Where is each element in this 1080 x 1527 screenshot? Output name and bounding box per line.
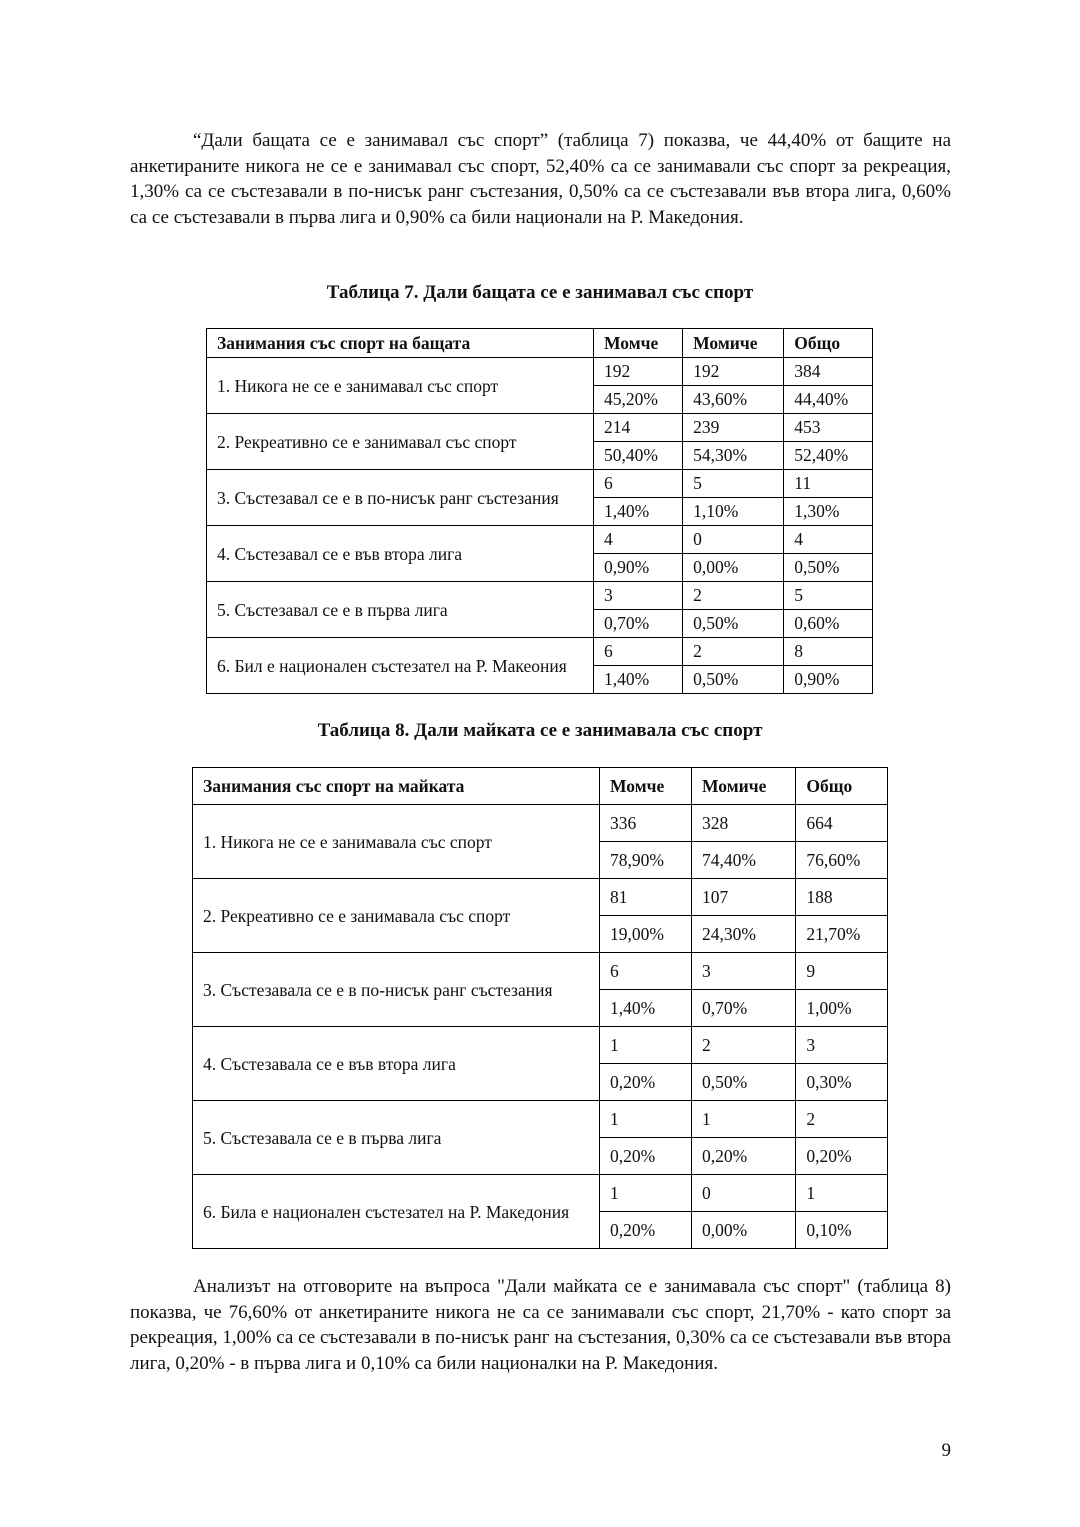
header-total: Общо xyxy=(784,329,873,358)
count-cell: 1 xyxy=(600,1101,692,1138)
percent-cell: 50,40% xyxy=(594,442,683,470)
count-cell: 5 xyxy=(683,470,784,498)
count-cell: 3 xyxy=(594,582,683,610)
percent-cell: 0,00% xyxy=(683,554,784,582)
percent-cell: 0,50% xyxy=(683,666,784,694)
count-cell: 0 xyxy=(683,526,784,554)
table-row xyxy=(193,953,888,990)
table-row xyxy=(193,1175,888,1212)
count-cell: 2 xyxy=(796,1101,888,1138)
table-row xyxy=(207,638,873,666)
count-cell: 3 xyxy=(692,953,796,990)
percent-cell: 76,60% xyxy=(796,842,888,879)
count-cell: 1 xyxy=(600,1175,692,1212)
percent-cell: 0,70% xyxy=(692,990,796,1027)
table-header-row xyxy=(193,768,888,805)
percent-cell: 0,50% xyxy=(683,610,784,638)
row-label: 5. Състезавала се е в първа лига xyxy=(193,1101,600,1175)
table7-body xyxy=(207,358,873,694)
table-row xyxy=(193,879,888,916)
percent-cell: 74,40% xyxy=(692,842,796,879)
count-cell: 5 xyxy=(784,582,873,610)
count-cell: 9 xyxy=(796,953,888,990)
row-label: 5. Състезавал се е в първа лига xyxy=(207,582,594,638)
header-total: Общо xyxy=(796,768,888,805)
percent-cell: 52,40% xyxy=(784,442,873,470)
count-cell: 192 xyxy=(594,358,683,386)
row-label: 2. Рекреативно се е занимавала със спорт xyxy=(193,879,600,953)
count-cell: 188 xyxy=(796,879,888,916)
table-row xyxy=(207,582,873,610)
header-boy: Момче xyxy=(594,329,683,358)
percent-cell: 1,40% xyxy=(594,498,683,526)
percent-cell: 1,30% xyxy=(784,498,873,526)
count-cell: 81 xyxy=(600,879,692,916)
percent-cell: 1,40% xyxy=(600,990,692,1027)
count-cell: 1 xyxy=(796,1175,888,1212)
count-cell: 6 xyxy=(594,638,683,666)
count-cell: 1 xyxy=(600,1027,692,1064)
percent-cell: 0,50% xyxy=(784,554,873,582)
count-cell: 2 xyxy=(683,638,784,666)
row-label: 3. Състезавала се е в по-нисък ранг състезания xyxy=(193,953,600,1027)
percent-cell: 19,00% xyxy=(600,916,692,953)
table-row xyxy=(207,358,873,386)
count-cell: 11 xyxy=(784,470,873,498)
percent-cell: 54,30% xyxy=(683,442,784,470)
count-cell: 3 xyxy=(796,1027,888,1064)
row-label: 1. Никога не се е занимавала със спорт xyxy=(193,805,600,879)
count-cell: 6 xyxy=(594,470,683,498)
header-boy: Момче xyxy=(600,768,692,805)
percent-cell: 0,20% xyxy=(600,1212,692,1249)
percent-cell: 43,60% xyxy=(683,386,784,414)
count-cell: 107 xyxy=(692,879,796,916)
table-father-sport xyxy=(206,328,873,694)
table-row xyxy=(193,1101,888,1138)
table8-caption: Таблица 8. Дали майката се е занимавала със спорт xyxy=(317,720,763,741)
percent-cell: 0,20% xyxy=(600,1138,692,1175)
header-activity: Занимания със спорт на бащата xyxy=(207,329,594,358)
table-row xyxy=(193,1027,888,1064)
count-cell: 239 xyxy=(683,414,784,442)
percent-cell: 44,40% xyxy=(784,386,873,414)
percent-cell: 0,60% xyxy=(784,610,873,638)
paragraph-father-sport: “Дали бащата се е занимавал със спорт” (таблица 7) показва, че 44,40% от бащите на анкетираните никога не се е занимавал със спорт, 52,40% са се занимавали със спорт за рекреация, 1,30% са се състезавали в по-нисък ранг състезания, 0,50% са се състезавали във втора лига, 0,60% са се състезавали в първа лига и 0,90% са били национали на Р. Македония. xyxy=(130,130,951,228)
header-girl: Момиче xyxy=(683,329,784,358)
percent-cell: 24,30% xyxy=(692,916,796,953)
percent-cell: 0,50% xyxy=(692,1064,796,1101)
table8-body xyxy=(193,805,888,1249)
paragraph-mother-sport: Анализът на отговорите на въпроса "Дали майката се е занимавала със спорт" (таблица 8) показва, че 76,60% от анкетираните никога не са се занимавали със спорт, 21,70% - като спорт за рекреация, 1,00% са се състезавали в по-нисък ранг на състезания, 0,30% са се състезавали във втора лига, 0,20% - в първа лига и 0,10% са били националки на Р. Македония. xyxy=(130,1276,951,1374)
percent-cell: 0,30% xyxy=(796,1064,888,1101)
count-cell: 4 xyxy=(784,526,873,554)
count-cell: 6 xyxy=(600,953,692,990)
percent-cell: 0,90% xyxy=(784,666,873,694)
table-row xyxy=(207,470,873,498)
count-cell: 664 xyxy=(796,805,888,842)
page-number: 9 xyxy=(941,1440,951,1461)
table7-caption: Таблица 7. Дали бащата се е занимавал със спорт xyxy=(326,282,754,303)
percent-cell: 0,70% xyxy=(594,610,683,638)
percent-cell: 21,70% xyxy=(796,916,888,953)
percent-cell: 0,10% xyxy=(796,1212,888,1249)
percent-cell: 0,20% xyxy=(692,1138,796,1175)
table-row xyxy=(193,805,888,842)
percent-cell: 0,20% xyxy=(796,1138,888,1175)
count-cell: 328 xyxy=(692,805,796,842)
count-cell: 0 xyxy=(692,1175,796,1212)
row-label: 4. Състезавала се е във втора лига xyxy=(193,1027,600,1101)
count-cell: 384 xyxy=(784,358,873,386)
row-label: 6. Бил е национален състезател на Р. Макеония xyxy=(207,638,594,694)
count-cell: 2 xyxy=(692,1027,796,1064)
count-cell: 214 xyxy=(594,414,683,442)
table-row xyxy=(207,526,873,554)
row-label: 6. Била е национален състезател на Р. Македония xyxy=(193,1175,600,1249)
percent-cell: 0,90% xyxy=(594,554,683,582)
table-mother-sport xyxy=(192,767,888,1249)
row-label: 1. Никога не се е занимавал със спорт xyxy=(207,358,594,414)
table-header-row xyxy=(207,329,873,358)
count-cell: 336 xyxy=(600,805,692,842)
header-activity: Занимания със спорт на майката xyxy=(193,768,600,805)
count-cell: 453 xyxy=(784,414,873,442)
row-label: 4. Състезавал се е във втора лига xyxy=(207,526,594,582)
table-row xyxy=(207,414,873,442)
count-cell: 4 xyxy=(594,526,683,554)
count-cell: 8 xyxy=(784,638,873,666)
count-cell: 1 xyxy=(692,1101,796,1138)
percent-cell: 45,20% xyxy=(594,386,683,414)
percent-cell: 0,00% xyxy=(692,1212,796,1249)
header-girl: Момиче xyxy=(692,768,796,805)
percent-cell: 1,40% xyxy=(594,666,683,694)
row-label: 2. Рекреативно се е занимавал със спорт xyxy=(207,414,594,470)
percent-cell: 1,00% xyxy=(796,990,888,1027)
count-cell: 2 xyxy=(683,582,784,610)
row-label: 3. Състезавал се е в по-нисък ранг състезания xyxy=(207,470,594,526)
percent-cell: 78,90% xyxy=(600,842,692,879)
count-cell: 192 xyxy=(683,358,784,386)
percent-cell: 1,10% xyxy=(683,498,784,526)
percent-cell: 0,20% xyxy=(600,1064,692,1101)
